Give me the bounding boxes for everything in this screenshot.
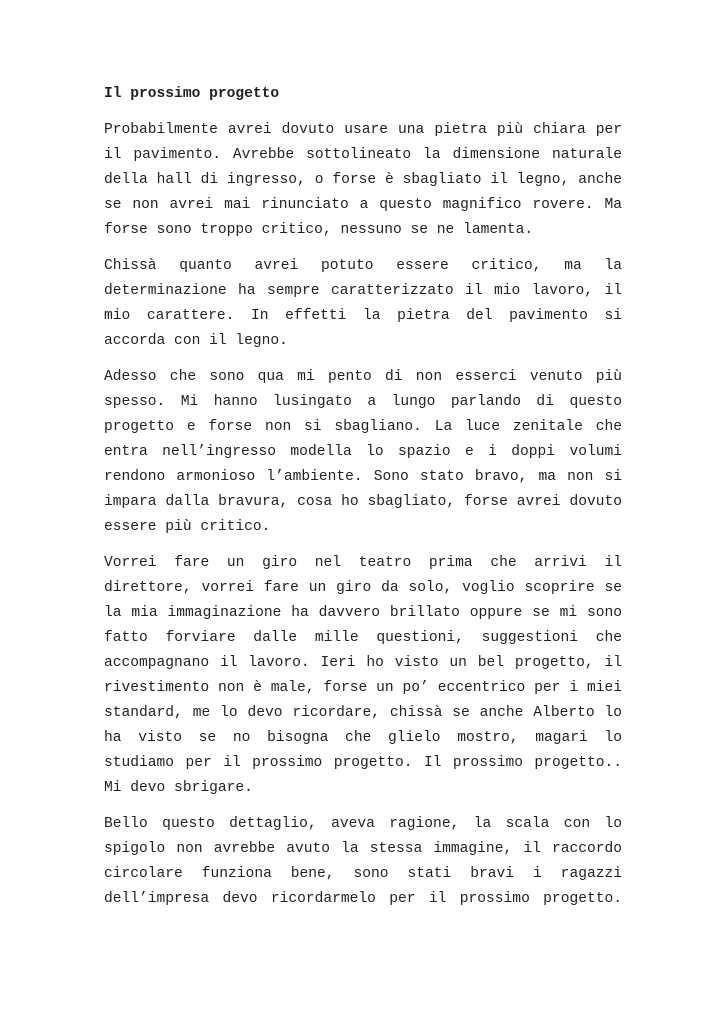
paragraph-5: Bello questo dettaglio, aveva ragione, la scala con lo spigolo non avrebbe avuto la stessa immagine, il raccordo circolare funziona bene, sono stati bravi i ragazzi dell’impresa devo ricordarmelo per il prossimo progetto. <box>104 816 622 907</box>
document-page <box>104 82 622 923</box>
paragraph-2: Chissà quanto avrei potuto essere critico, ma la determinazione ha sempre caratterizzato il mio lavoro, il mio carattere. In effetti la pietra del pavimento si accorda con il legno. <box>104 258 622 349</box>
document-title: Il prossimo progetto <box>104 86 280 102</box>
paragraph-3: Adesso che sono qua mi pento di non esserci venuto più spesso. Mi hanno lusingato a lungo parlando di questo progetto e forse non si sbagliano. La luce zenitale che entra nell’ingresso modella lo spazio e i doppi volumi rendono armonioso l’ambiente. Sono stato bravo, ma non si impara dalla bravura, cosa ho sbagliato, forse avrei dovuto essere più critico. <box>104 369 622 535</box>
paragraph-4: Vorrei fare un giro nel teatro prima che arrivi il direttore, vorrei fare un giro da solo, voglio scoprire se la mia immaginazione ha davvero brillato oppure se mi sono fatto forviare dalle mille questioni, suggestioni che accompagnano il lavoro. Ieri ho visto un bel progetto, il rivestimento non è male, forse un po’ eccentrico per i miei standard, me lo devo ricordare, chissà se anche Alberto lo ha visto se no bisogna che glielo mostro, magari lo studiamo per il prossimo progetto. Il prossimo progetto.. Mi devo sbrigare. <box>104 555 622 796</box>
paragraph-1: Probabilmente avrei dovuto usare una pietra più chiara per il pavimento. Avrebbe sottolineato la dimensione naturale della hall di ingresso, o forse è sbagliato il legno, anche se non avrei mai rinunciato a questo magnifico rovere. Ma forse sono troppo critico, nessuno se ne lamenta. <box>104 122 622 238</box>
